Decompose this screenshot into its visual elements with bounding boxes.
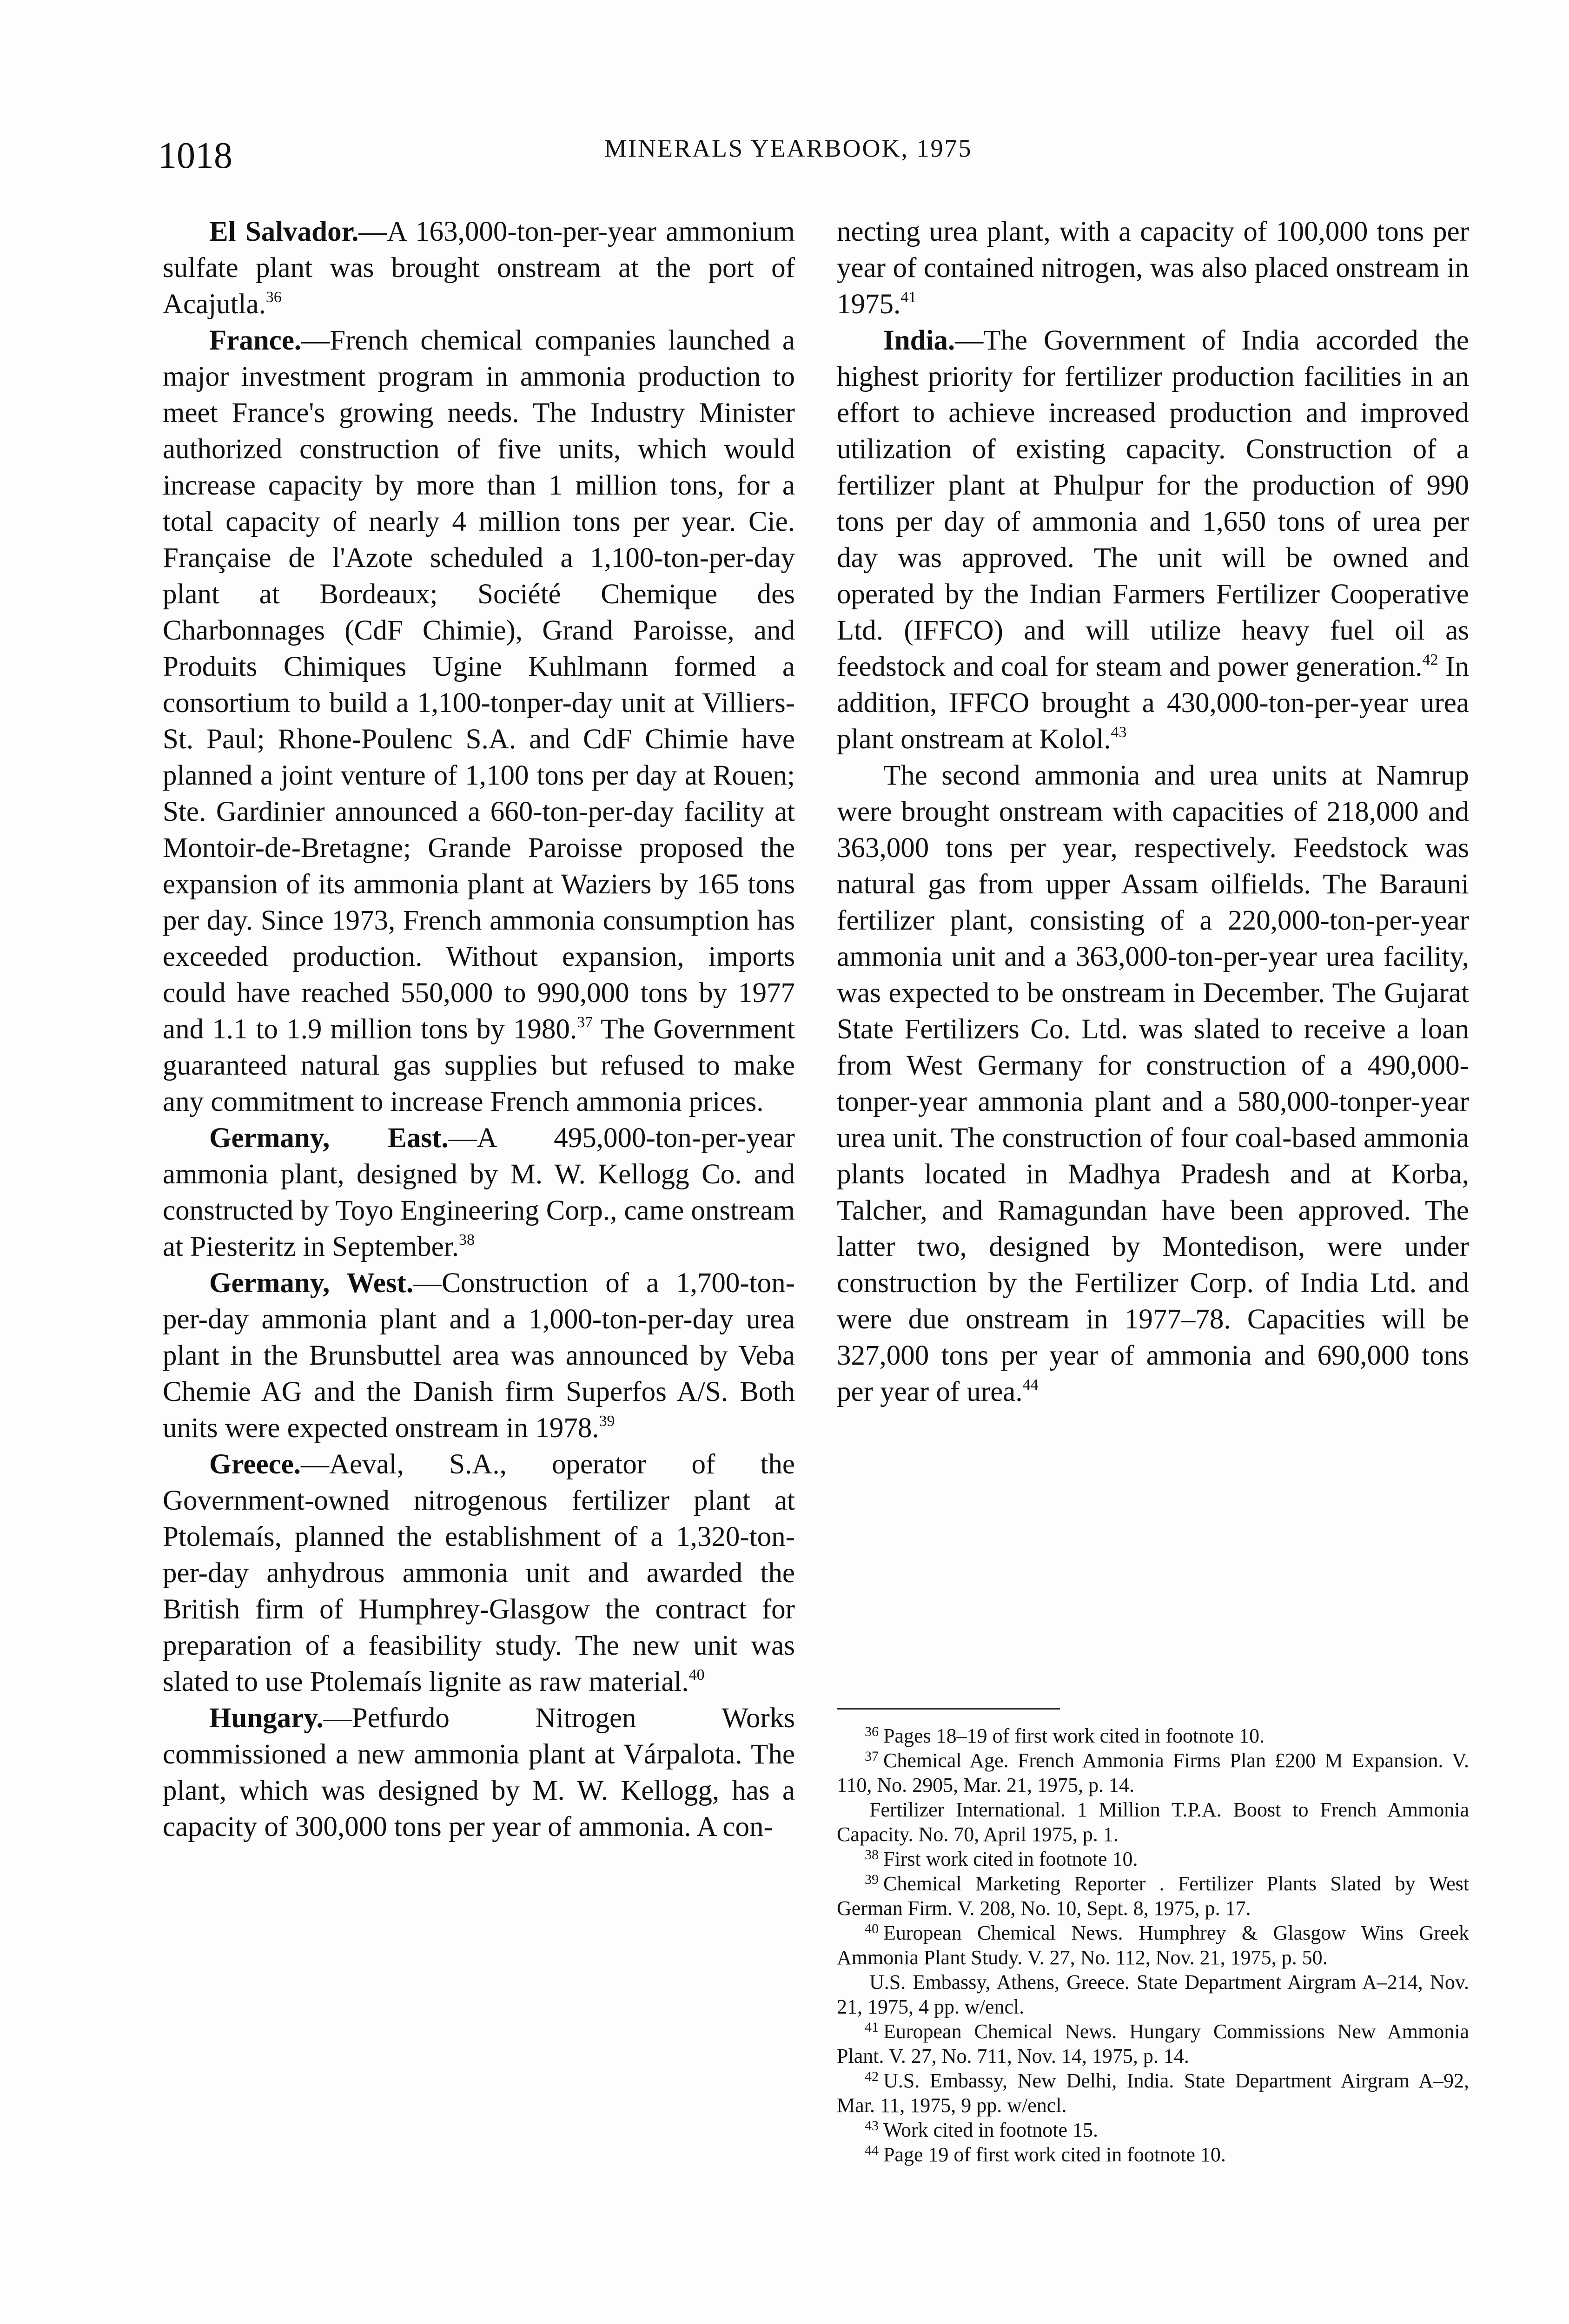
- footnote-ref: 38: [458, 1231, 475, 1248]
- footnote-mark: 38: [865, 1847, 879, 1862]
- footnote-ref: 39: [599, 1413, 615, 1430]
- paragraph-text: The Government guaranteed natural gas supplies but refused to make any commitment to increase French ammonia prices.: [163, 1014, 795, 1117]
- country-heading: France.: [209, 325, 302, 356]
- footnote-text: U.S. Embassy, New Delhi, India. State Department Airgram A–92, Mar. 11, 1975, 9 pp. w/encl.: [837, 2069, 1469, 2117]
- footnote-text: First work cited in footnote 10.: [883, 1848, 1138, 1870]
- country-heading: India.: [883, 325, 955, 356]
- footnote-divider: [837, 1708, 1060, 1710]
- footnote-ref: 43: [1111, 724, 1127, 741]
- footnote-text: Chemical Age. French Ammonia Firms Plan £200 M Expansion. V. 110, No. 2905, Mar. 21, 1975, p. 14.: [837, 1749, 1469, 1796]
- paragraph-text: —The Government of India accorded the highest priority for fertilizer production facilities in an effort to achieve increased production and improved utilization of existing capacity. Construction of a fertilizer plant at Phulpur for the production of 990 tons per day of ammonia and 1,650 tons of urea per day was approved. The unit will be owned and operated by the Indian Farmers Fertilizer Cooperative Ltd. (IFFCO) and will utilize heavy fuel oil as feedstock and coal for steam and power generation.: [837, 325, 1469, 682]
- footnote-text: U.S. Embassy, Athens, Greece. State Department Airgram A–214, Nov. 21, 1975, 4 pp. w/encl.: [837, 1971, 1469, 2018]
- paragraph-text: —Petfurdo Nitrogen Works commissioned a new ammonia plant at Várpalota. The plant, which was designed by M. W. Kellogg, has a capacity of 300,000 tons per year of ammonia. A con-: [163, 1703, 795, 1842]
- footnote-text: Chemical Marketing Reporter . Fertilizer Plants Slated by West German Firm. V. 208, No. 10, Sept. 8, 1975, p. 17.: [837, 1872, 1469, 1920]
- paragraph-germany-west: [163, 1265, 795, 1446]
- paragraph-text: —Aeval, S.A., operator of the Government-owned nitrogenous fertilizer plant at Ptolemaís, planned the establishment of a 1,320-ton-per-day anhydrous ammonia unit and awarded the British firm of Humphrey-Glasgow the contract for preparation of a feasibility study. The new unit was slated to use Ptolemaís lignite as raw material.: [163, 1449, 795, 1697]
- paragraph-text: —A 163,000-ton-per-year ammonium sulfate plant was brought onstream at the port of Acajutla.: [163, 216, 795, 320]
- footnote: [837, 1921, 1469, 1970]
- paragraph-text: —Construction of a 1,700-ton-per-day ammonia plant and a 1,000-ton-per-day urea plant in the Brunsbuttel area was announced by Veba Chemie AG and the Danish firm Superfos A/S. Both units were expected onstream in 1978.: [163, 1268, 795, 1444]
- footnote: [837, 2068, 1469, 2118]
- footnote: [837, 1970, 1469, 2019]
- footnote: [837, 1797, 1469, 1847]
- running-title: MINERALS YEARBOOK, 1975: [604, 134, 973, 162]
- footnote: [837, 1871, 1469, 1921]
- footnote-mark: 36: [865, 1724, 879, 1739]
- paragraph-greece: [163, 1446, 795, 1700]
- footnote: [837, 2118, 1469, 2142]
- page-header: [158, 125, 1455, 177]
- footnote-text: Page 19 of first work cited in footnote 10.: [883, 2143, 1226, 2166]
- country-heading: Germany, East.: [209, 1122, 449, 1154]
- paragraph-text: In addition, IFFCO brought a 430,000-ton-per-year urea plant onstream at Kolol.: [837, 651, 1469, 755]
- paragraph-text: The second ammonia and urea units at Namrup were brought onstream with capacities of 218,000 and 363,000 tons per year, respectively. Feedstock was natural gas from upper Assam oilfields. The Barauni fertilizer plant, consisting of a 220,000-ton-per-year ammonia unit and a 363,000-ton-per-year urea facility, was expected to be onstream in December. The Gujarat State Fertilizers Co. Ltd. was slated to receive a loan from West Germany for construction of a 490,000-tonper-year ammonia plant and a 580,000-tonper-year urea unit. The construction of four coal-based ammonia plants located in Madhya Pradesh and at Korba, Talcher, and Ramagundan have been approved. The latter two, designed by Montedison, were under construction by the Fertilizer Corp. of India Ltd. and were due onstream in 1977–78. Capacities will be 327,000 tons per year of ammonia and 690,000 tons per year of urea.: [837, 760, 1469, 1407]
- footnote-mark: 41: [865, 2020, 879, 2035]
- footnote-ref: 40: [689, 1666, 705, 1684]
- country-heading: Germany, West.: [209, 1268, 414, 1299]
- footnote-mark: 37: [865, 1749, 879, 1764]
- footnote-text: Pages 18–19 of first work cited in footnote 10.: [883, 1724, 1264, 1747]
- paragraph-text: —A 495,000-ton-per-year ammonia plant, designed by M. W. Kellogg Co. and constructed by Toyo Engineering Corp., came onstream at Piesteritz in September.: [163, 1122, 795, 1262]
- country-heading: El Salvador.: [209, 216, 359, 247]
- footnote-text: European Chemical News. Hungary Commissions New Ammonia Plant. V. 27, No. 711, Nov. 14, 1975, p. 14.: [837, 2020, 1469, 2067]
- paragraph-india: [837, 323, 1469, 758]
- footnote-text: Work cited in footnote 15.: [883, 2119, 1099, 2141]
- footnote-mark: 39: [865, 1872, 879, 1887]
- footnote-mark: 43: [865, 2118, 879, 2133]
- paragraph-text: necting urea plant, with a capacity of 100,000 tons per year of contained nitrogen, was also placed onstream in 1975.: [837, 216, 1469, 320]
- page-number: 1018: [158, 135, 232, 176]
- paragraph-france: [163, 323, 795, 1120]
- footnote-ref: 41: [900, 289, 917, 306]
- footnote-text: European Chemical News. Humphrey & Glasgow Wins Greek Ammonia Plant Study. V. 27, No. 112, Nov. 21, 1975, p. 50.: [837, 1921, 1469, 1969]
- footnote: [837, 1847, 1469, 1871]
- country-heading: Greece.: [209, 1449, 301, 1480]
- footnote: [837, 2142, 1469, 2167]
- footnote-text: Fertilizer International. 1 Million T.P.A. Boost to French Ammonia Capacity. No. 70, April 1975, p. 1.: [837, 1798, 1469, 1846]
- footnotes: [837, 1708, 1469, 2167]
- footnote: [837, 1748, 1469, 1797]
- footnote-ref: 36: [265, 289, 282, 306]
- paragraph-namrup: [837, 758, 1469, 1410]
- footnote: [837, 2019, 1469, 2068]
- left-column: [163, 214, 795, 1845]
- paragraph-text: —French chemical companies launched a major investment program in ammonia production to meet France's growing needs. The Industry Minister authorized construction of five units, which would increase capacity by more than 1 million tons, for a total capacity of nearly 4 million tons per year. Cie. Française de l'Azote scheduled a 1,100-ton-per-day plant at Bordeaux; Société Chemique des Charbonnages (CdF Chimie), Grand Paroisse, and Produits Chimiques Ugine Kuhlmann formed a consortium to build a 1,100-tonper-day unit at Villiers-St. Paul; Rhone-Poulenc S.A. and CdF Chimie have planned a joint venture of 1,100 tons per day at Rouen; Ste. Gardinier announced a 660-ton-per-day facility at Montoir-de-Bretagne; Grande Paroisse proposed the expansion of its ammonia plant at Waziers by 165 tons per day. Since 1973, French ammonia consumption has exceeded production. Without expansion, imports could have reached 550,000 to 990,000 tons by 1977 and 1.1 to 1.9 million tons by 1980.: [163, 325, 795, 1045]
- footnote-mark: 42: [865, 2069, 879, 2084]
- footnote-list: [837, 1723, 1469, 2167]
- country-heading: Hungary.: [209, 1703, 324, 1734]
- footnote-mark: 44: [865, 2143, 879, 2158]
- right-column: [837, 214, 1469, 1410]
- paragraph-germany-east: [163, 1120, 795, 1265]
- paragraph-hungary-continued: [837, 214, 1469, 323]
- footnote-ref: 44: [1022, 1376, 1039, 1393]
- footnote-mark: 40: [865, 1921, 879, 1936]
- paragraph-hungary: [163, 1700, 795, 1845]
- paragraph-el-salvador: [163, 214, 795, 323]
- footnote: [837, 1723, 1469, 1748]
- footnote-ref: 42: [1422, 651, 1438, 668]
- footnote-ref: 37: [577, 1014, 593, 1031]
